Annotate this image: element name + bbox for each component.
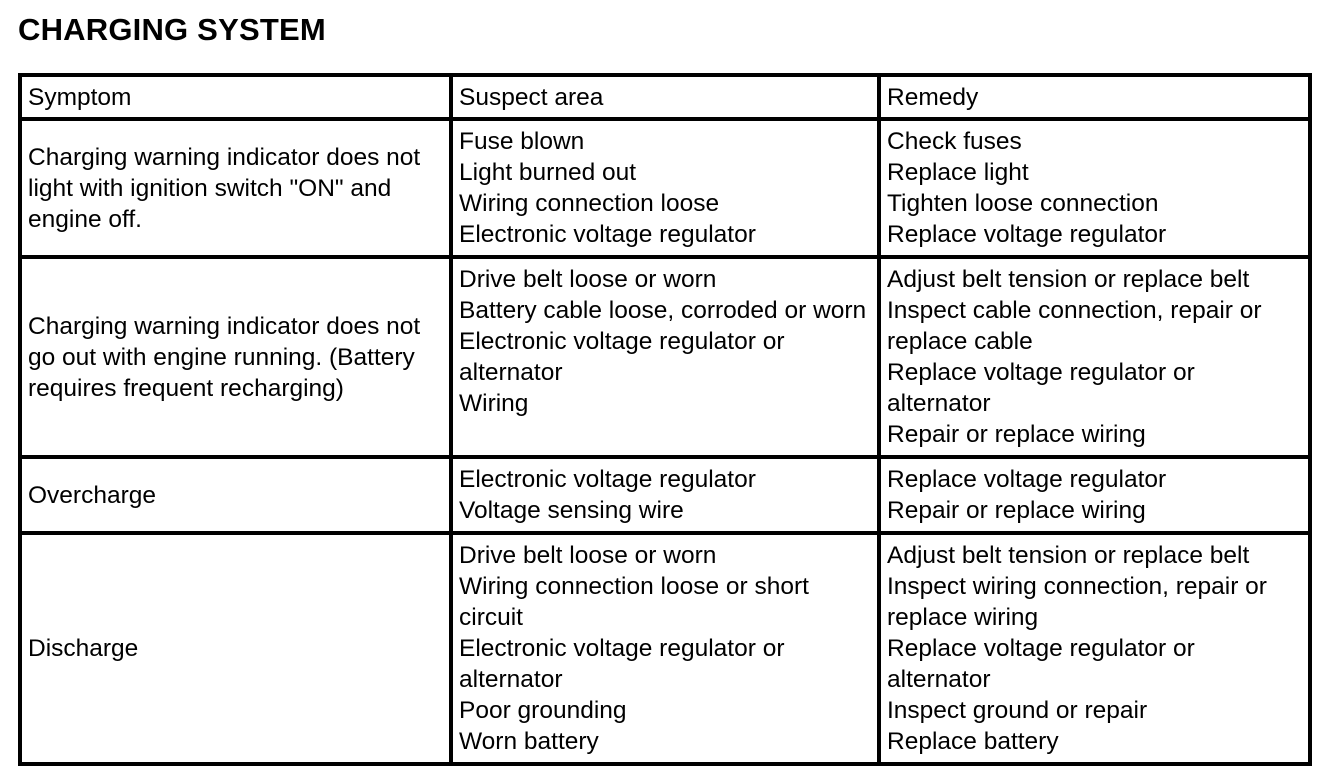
remedy-item: Inspect cable connection, repair or replace cable <box>887 297 1262 355</box>
remedy-item: Check fuses <box>887 128 1022 155</box>
suspect-item: Voltage sensing wire <box>459 497 684 524</box>
remedy-item: Replace battery <box>887 728 1059 755</box>
suspect-item: Worn battery <box>459 728 599 755</box>
remedy-item: Inspect wiring connection, repair or replace wiring <box>887 573 1267 631</box>
remedy-item: Adjust belt tension or replace belt <box>887 542 1250 569</box>
remedy-item: Replace voltage regulator <box>887 466 1167 493</box>
suspect-item: Electronic voltage regulator or alternator <box>459 635 785 693</box>
remedy-item: Repair or replace wiring <box>887 497 1146 524</box>
suspect-item: Electronic voltage regulator or alternator <box>459 328 785 386</box>
suspect-area-cell <box>451 457 879 533</box>
header-symptom: Symptom <box>20 75 451 119</box>
table-row <box>20 119 1310 257</box>
symptom-cell: Charging warning indicator does not light with ignition switch "ON" and engine off. <box>20 119 451 257</box>
symptom-cell: Charging warning indicator does not go out with engine running. (Battery requires frequent recharging) <box>20 257 451 457</box>
symptom-cell: Overcharge <box>20 457 451 533</box>
suspect-area-cell <box>451 119 879 257</box>
suspect-item: Poor grounding <box>459 697 627 724</box>
troubleshooting-table <box>18 73 1312 766</box>
table-row <box>20 533 1310 764</box>
remedy-item: Adjust belt tension or replace belt <box>887 266 1250 293</box>
remedy-item: Replace voltage regulator <box>887 221 1167 248</box>
suspect-item: Drive belt loose or worn <box>459 266 717 293</box>
remedy-cell <box>879 257 1310 457</box>
suspect-item: Fuse blown <box>459 128 585 155</box>
table-row <box>20 457 1310 533</box>
suspect-item: Wiring <box>459 390 529 417</box>
suspect-item: Wiring connection loose or short circuit <box>459 573 809 631</box>
remedy-item: Tighten loose connection <box>887 190 1159 217</box>
suspect-item: Electronic voltage regulator <box>459 466 756 493</box>
suspect-area-cell <box>451 257 879 457</box>
header-remedy: Remedy <box>879 75 1310 119</box>
remedy-cell <box>879 457 1310 533</box>
header-suspect-area: Suspect area <box>451 75 879 119</box>
page-title: CHARGING SYSTEM <box>18 12 326 47</box>
suspect-item: Wiring connection loose <box>459 190 720 217</box>
table-row <box>20 257 1310 457</box>
remedy-item: Inspect ground or repair <box>887 697 1148 724</box>
suspect-item: Battery cable loose, corroded or worn <box>459 297 867 324</box>
table-header-row <box>20 75 1310 119</box>
remedy-item: Replace light <box>887 159 1029 186</box>
suspect-area-cell <box>451 533 879 764</box>
suspect-item: Drive belt loose or worn <box>459 542 717 569</box>
remedy-item: Replace voltage regulator or alternator <box>887 635 1195 693</box>
remedy-cell <box>879 119 1310 257</box>
suspect-item: Electronic voltage regulator <box>459 221 756 248</box>
symptom-cell: Discharge <box>20 533 451 764</box>
remedy-item: Repair or replace wiring <box>887 421 1146 448</box>
remedy-item: Replace voltage regulator or alternator <box>887 359 1195 417</box>
remedy-cell <box>879 533 1310 764</box>
suspect-item: Light burned out <box>459 159 637 186</box>
